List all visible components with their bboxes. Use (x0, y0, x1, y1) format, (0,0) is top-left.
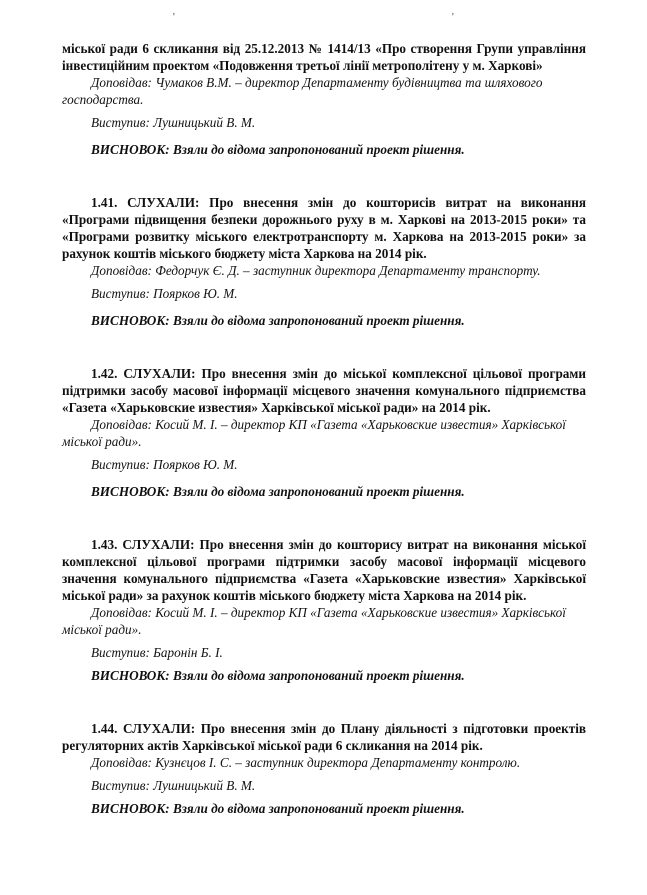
conclusion-line: ВИСНОВОК: Взяли до відома запропонований проект рішення. (91, 484, 465, 499)
agenda-item-text: міської ради 6 скликання від 25.12.2013 № 1414/13 «Про створення Групи управління інвестиційним проектом «Подовження третьої лінії метрополітену у м. Харкові» (62, 41, 586, 73)
speaker-line: Доповідав: Федорчук Є. Д. – заступник директора Департаменту транспорту. (91, 263, 541, 278)
remarks-line: Виступив: Лушницький В. М. (91, 778, 256, 793)
agenda-item (62, 365, 586, 500)
remarks-line: Виступив: Поярков Ю. М. (91, 457, 238, 472)
page-mark-left: ' (173, 12, 175, 23)
speaker-line: Доповідав: Косий М. І. – директор КП «Газета «Харьковские известия» Харківської міської ради». (62, 417, 566, 449)
remarks-line: Виступив: Баронін Б. І. (91, 645, 223, 660)
agenda-item (62, 40, 586, 158)
agenda-item-text: 1.41. СЛУХАЛИ: Про внесення змін до кошторисів витрат на виконання «Програми підвищення безпеки дорожнього руху в м. Харкові на 2013-2015 роки» та «Програми розвитку міського електротранспорту м. Харкова на 2013-2015 роки» за рахунок коштів міського бюджету міста Харкова на 2014 рік. (62, 195, 586, 261)
speaker-line: Доповідав: Чумаков В.М. – директор Департаменту будівництва та шляхового господарства. (62, 75, 543, 107)
speaker-line: Доповідав: Кузнєцов І. С. – заступник директора Департаменту контролю. (91, 755, 521, 770)
document-body (62, 40, 586, 817)
agenda-item (62, 194, 586, 329)
page-mark-right: ' (452, 12, 454, 23)
conclusion-line: ВИСНОВОК: Взяли до відома запропонований проект рішення. (91, 313, 465, 328)
conclusion-line: ВИСНОВОК: Взяли до відома запропонований проект рішення. (91, 668, 465, 683)
agenda-item-text: 1.44. СЛУХАЛИ: Про внесення змін до Плану діяльності з підготовки проектів регуляторних актів Харківської міської ради 6 скликання на 2014 рік. (62, 721, 586, 753)
conclusion-line: ВИСНОВОК: Взяли до відома запропонований проект рішення. (91, 801, 465, 816)
agenda-item-text: 1.42. СЛУХАЛИ: Про внесення змін до міської комплексної цільової програми підтримки засобу масової інформації місцевого значення комунального підприємства «Газета «Харьковские известия» Харківської міської ради» на 2014 рік. (62, 366, 586, 415)
agenda-item (62, 536, 586, 684)
remarks-line: Виступив: Поярков Ю. М. (91, 286, 238, 301)
speaker-line: Доповідав: Косий М. І. – директор КП «Газета «Харьковские известия» Харківської міської ради». (62, 605, 566, 637)
conclusion-line: ВИСНОВОК: Взяли до відома запропонований проект рішення. (91, 142, 465, 157)
agenda-item (62, 720, 586, 817)
remarks-line: Виступив: Лушницький В. М. (91, 115, 256, 130)
agenda-item-text: 1.43. СЛУХАЛИ: Про внесення змін до кошторису витрат на виконання міської комплексної цільової програми підтримки засобу масової інформації місцевого значення комунального підприємства «Газета «Харьковские известия» Харківської міської ради» за рахунок коштів міського бюджету міста Харкова на 2014 рік. (62, 537, 586, 603)
